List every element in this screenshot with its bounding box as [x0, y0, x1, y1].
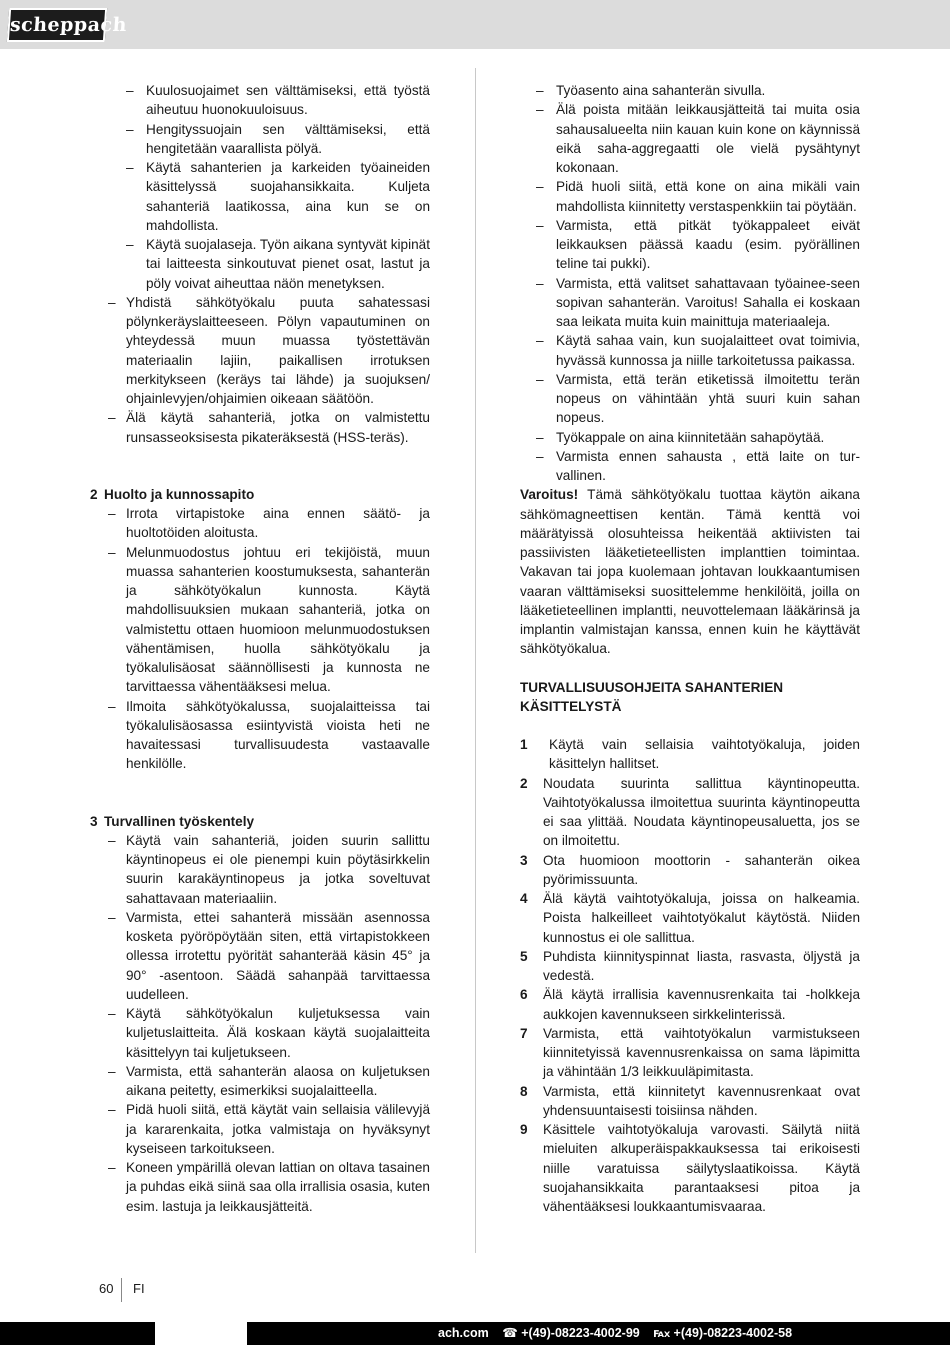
list-item: – Varmista, että sahanterän alaosa on kuljetuksen aikana peitetty, esimerkiksi suojalaitteella.: [108, 1063, 430, 1098]
list-item: – Kuulosuojaimet sen välttämiseksi, että työstä aiheutuu huonokuuloisuus.: [126, 83, 430, 118]
section-heading: 3 Turvallinen työskentely: [90, 813, 255, 829]
list-item: – Käytä sähkötyökalun kuljetuksessa vain kuljetuslaitteita. Älä koskaan käytä suojalaitteita käsittelyyn tai kuljetukseen.: [108, 1006, 430, 1060]
numbered-item: 1 Käytä vain sellaisia vaihtotyökaluja, joiden käsittelyn hallitset.: [520, 737, 860, 772]
right-column: [520, 81, 860, 1216]
numbered-item: 4 Älä käytä vaihtotyökaluja, joissa on halkeamia. Poista halkeilleet vaihtotyökalut käytöstä. Niiden kunnostus ei ole sallittua.: [520, 891, 860, 945]
brand-logo: scheppach: [7, 8, 107, 42]
numbered-item: 7 Varmista, että vaihtotyökalun varmistukseen kiinnitetyissä kavennusrenkaissa on sama läpimitta ja vähintään 1/3 leikkuuläpimitasta.: [520, 1025, 860, 1080]
list-item: – Melunmuodostus johtuu eri tekijöistä, muun muassa sahanterien koostumuksesta, sahanterän ja sähkötyökalun kunnosta. Käytä mahdollisuuksien mukaan sahanteriä, jotka on valmistettu ottaen huomioon melunmuodostuksen vähentämisen, huolla sähkötyökalu ja työkalulisäosat säännöllisesti ja kunnosta ne tarvittaessa vähentääksesi melua.: [108, 544, 430, 695]
list-item: – Älä poista mitään leikkausjätteitä tai muita osia sahausalueelta niin kauan kuin kone on käynnissä eikä saha-aggregaatti ole vielä pysähtynyt kokonaan.: [536, 102, 860, 175]
numbered-item: 6 Älä käytä irrallisia kavennusrenkaita tai -holkkeja aukkojen kavennukseen sirkkelinterissä.: [520, 987, 860, 1022]
page-header: [0, 0, 950, 49]
list-item: – Koneen ympärillä olevan lattian on oltava tasainen ja puhdas eikä siinä saa olla irrallisia osasia, kuten esim. lastuja ja leikkausjätteitä.: [108, 1160, 430, 1214]
contact-info: [438, 1324, 802, 1342]
numbered-item: 2 Noudata suurinta sallittua käyntinopeutta. Vaihtotyökalussa ilmoitettua suurinta käyntinopeutta ei saa ylittää. Noudata käyntinopeusaluetta, jos se on ilmoitettu.: [520, 775, 860, 849]
numbered-item: 5 Puhdista kiinnityspinnat liasta, rasvasta, öljystä ja vedestä.: [520, 948, 860, 983]
list-item: – Käytä sahaa vain, kun suojalaitteet ovat toimivia, hyvässä kunnossa ja niille tarkoitetussa paikassa.: [536, 333, 860, 368]
list-item: – Työasento aina sahanterän sivulla.: [536, 83, 766, 98]
list-item: – Pidä huoli siitä, että kone on aina mikäli vain mahdollista kiinnitetty verstaspenkkiin tai pöytään.: [536, 179, 860, 214]
list-item: – Ilmoita sähkötyökalussa, suojalaitteissa tai työkalulisäosassa esiintyvistä vioista heti ne havaitessasi turvallisuudesta vastaavalle henkilölle.: [108, 698, 430, 772]
footer-divider: [121, 1278, 122, 1302]
list-item: – Käytä sahanterien ja karkeiden työaineiden käsittelyssä suojahansikkaita. Kuljeta sahanteriä laatikossa, aina kun se on mahdollista.: [126, 160, 430, 233]
phone-number: ☎ +(49)-08223-4002-99: [502, 1326, 640, 1340]
list-item: – Irrota virtapistoke aina ennen säätö- ja huoltotöiden aloitusta.: [108, 506, 430, 541]
list-item: – Varmista, ettei sahanterä missään asennossa kosketa pyöröpöytään siten, että virtapistokkeen ollessa irrotettu pyörität sahanterää käsin 45° ja 90° -asentoon. Säädä sahanpää tarvittaessa uudelleen.: [108, 909, 430, 1002]
column-divider: [475, 68, 476, 1253]
list-item: – Pidä huoli siitä, että käytät vain sellaisia välilevyjä ja kararenkaita, jotka valmistaja on hyväksynyt kyseiseen tarkoitukseen.: [108, 1102, 430, 1156]
numbered-item: 9 Käsittele vaihtotyökaluja varovasti. Säilytä niitä mieluiten alkuperäispakkauksessa tai erikoisesti niille varatuissa säilytyslaatikoissa. Käytä suojahansikkaita parantaaksesi pitoa ja vähentääksesi loukkaantumisvaaraa.: [520, 1122, 860, 1214]
list-item: – Varmista ennen sahausta , että laite on tur-vallinen.: [536, 448, 860, 483]
fax-number: ℻ +(49)-08223-4002-58: [653, 1326, 793, 1340]
warning-label: Varoitus!: [520, 487, 579, 503]
list-item: – Käytä vain sahanteriä, joiden suurin sallittu käyntinopeus ei ole pienempi kuin pöytäsirkkelin suurin karakäyntinopeus ja jotka soveltuvat sahattavaan materiaaliin.: [108, 832, 430, 906]
list-item: – Hengityssuojain sen välttämiseksi, että hengitetään vaarallista pölyä.: [126, 121, 430, 156]
list-item: – Varmista, että valitset sahattavaan työainee-seen sopivan sahanterän. Varoitus! Sahalla ei koskaan saa leikata muita kuin mainittuja materiaaleja.: [536, 275, 860, 329]
language-code: FI: [133, 1281, 145, 1296]
list-item: – Älä käytä sahanteriä, jotka on valmistettu runsasseoksisesta pikateräksestä (HSS-teräs).: [108, 410, 430, 445]
list-item: – Yhdistä sähkötyökalu puuta sahatessasi pölynkeräyslaitteeseen. Pölyn vapautuminen on yhteydessä muun muassa työstettävän materiaalin lajiin, paikallisen irrotuksen merkitykseen (keräys tai lähde) ja suojuksen/ ohjainlevyjen/ohjaimien oikeaan säätöön.: [108, 294, 430, 406]
list-item: – Varmista, että pitkät työkappaleet eivät leikkauksen päässä kaadu (esim. pyörällinen teline tai pukki).: [536, 217, 860, 272]
numbered-item: 3 Ota huomioon moottorin - sahanterän oikea pyörimissuunta.: [520, 852, 860, 887]
section-heading: TURVALLISUUSOHJEITA SAHANTERIEN KÄSITTELYSTÄ: [520, 679, 784, 714]
warning-paragraph: Varoitus! Tämä sähkötyökalu tuottaa käytön aikana sähkömagneettisen kentän. Tämä kenttä voi määrätyissä olosuhteissa heikentää aktiivisten tai passiivisten lääketieteellisten implanttien toimintaa. Vakavan tai jopa kuolemaan johtavan loukkaantumisen vaaran välttämiseksi suosittelemme henkilöitä, joilla on lääketieteellinen implantti, neuvottelemaan lääkärinsä ja implantin valmistajan kanssa, ennen kuin he käyttävät sähkötyökalua.: [520, 487, 860, 657]
list-item: – Työkappale on aina kiinnitetään sahapöytää.: [536, 429, 825, 445]
numbered-item: 8 Varmista, että kiinnitetyt kavennusrenkaat ovat yhdensuuntaisesti toisiinsa nähden.: [520, 1083, 860, 1118]
list-item: – Käytä suojalaseja. Työn aikana syntyvät kipinät tai laitteesta sinkoutuvat pienet osat, lastut ja pöly voivat aiheuttaa näön menetyksen.: [126, 237, 430, 291]
page-number: 60: [99, 1281, 114, 1296]
section-heading: 2 Huolto ja kunnossapito: [90, 486, 255, 502]
contact-bar-gap: [155, 1322, 247, 1345]
website-link[interactable]: ach.com: [438, 1326, 489, 1340]
list-item: – Varmista, että terän etiketissä ilmoitettu terän nopeus on vähintään yhtä suuri kuin sahan nopeus.: [536, 371, 860, 426]
left-column: [90, 81, 430, 1216]
